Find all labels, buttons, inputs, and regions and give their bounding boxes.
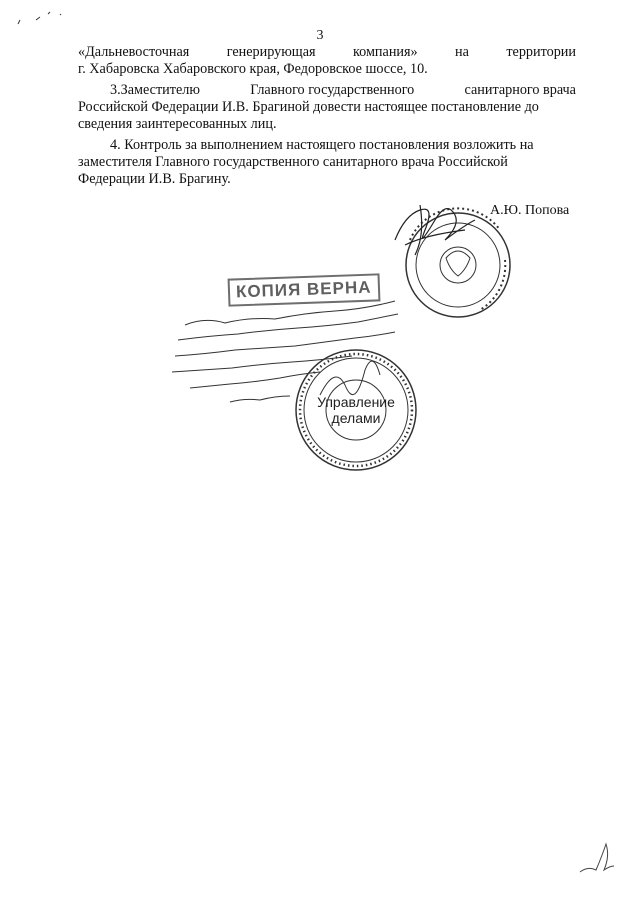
copy-verified-stamp: КОПИЯ ВЕРНА <box>228 273 380 306</box>
word: на <box>455 44 469 60</box>
word: 3.Заместителю <box>110 82 200 98</box>
paragraph-line: заместителя Главного государственного санитарного врача Российской <box>78 154 508 170</box>
paragraph-line: 4. Контроль за выполнением настоящего постановления возложить на <box>110 137 534 153</box>
word: территории <box>506 44 576 60</box>
paragraph-line: Федерации И.В. Брагину. <box>78 171 231 187</box>
word: генерирующая <box>226 44 316 60</box>
stamp-line: Управление <box>317 394 395 410</box>
word: Главного государственного <box>250 82 415 98</box>
word: компания» <box>352 44 418 60</box>
word: санитарного врача <box>464 82 576 98</box>
paragraph-line: сведения заинтересованных лиц. <box>78 116 277 132</box>
paragraph-line: г. Хабаровска Хабаровского края, Федоровское шоссе, 10. <box>78 61 428 77</box>
handwritten-certification-icon <box>172 301 398 402</box>
signatory-name: А.Ю. Попова <box>490 203 570 218</box>
stamp-line: делами <box>331 410 381 426</box>
word: «Дальневосточная <box>78 44 190 60</box>
stray-marks <box>18 12 61 24</box>
corner-mark-icon <box>580 844 614 872</box>
page-number: 3 <box>316 28 324 43</box>
paragraph-line: Российской Федерации И.В. Брагиной довести настоящее постановление до <box>78 99 539 115</box>
